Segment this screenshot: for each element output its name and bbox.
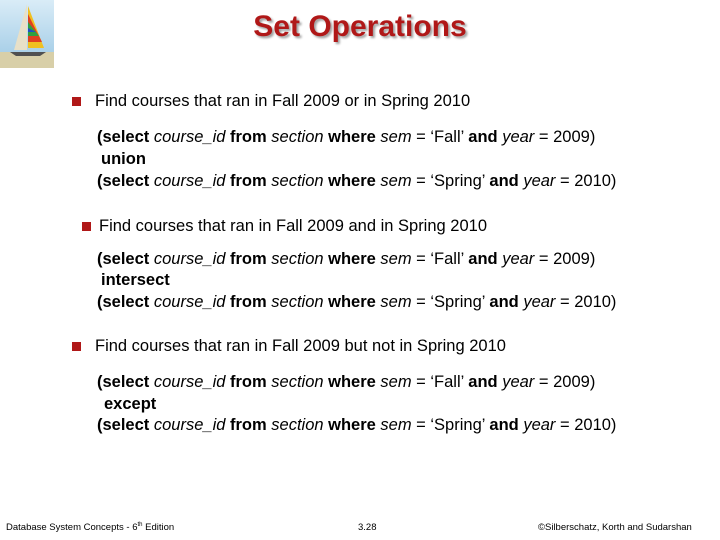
query-line: (select course_id from section where sem = ‘Spring’ and year = 2010) bbox=[97, 293, 617, 311]
bullet-item-except bbox=[72, 337, 506, 356]
set-operator: intersect bbox=[101, 271, 170, 289]
square-bullet-icon bbox=[72, 342, 81, 351]
footer-copyright: ©Silberschatz, Korth and Sudarshan bbox=[538, 522, 692, 533]
bullet-text: Find courses that ran in Fall 2009 or in Spring 2010 bbox=[95, 92, 471, 110]
set-operator: except bbox=[104, 395, 157, 413]
query-line: (select course_id from section where sem = ‘Fall’ and year = 2009) bbox=[97, 373, 596, 391]
square-bullet-icon bbox=[82, 222, 91, 231]
query-line: (select course_id from section where sem = ‘Spring’ and year = 2010) bbox=[97, 416, 617, 434]
footer-book-title: Database System Concepts - 6th Edition bbox=[6, 522, 175, 534]
footer-page-number: 3.28 bbox=[358, 522, 377, 533]
query-line: (select course_id from section where sem = ‘Spring’ and year = 2010) bbox=[97, 172, 617, 190]
bullet-item-intersect bbox=[82, 217, 487, 236]
bullet-item-union bbox=[72, 92, 470, 111]
query-line: (select course_id from section where sem = ‘Fall’ and year = 2009) bbox=[97, 250, 596, 268]
page-title: Set Operations bbox=[253, 10, 467, 43]
query-line: (select course_id from section where sem = ‘Fall’ and year = 2009) bbox=[97, 128, 596, 146]
set-operator: union bbox=[101, 150, 146, 168]
square-bullet-icon bbox=[72, 97, 81, 106]
bullet-text: Find courses that ran in Fall 2009 and in Spring 2010 bbox=[99, 217, 487, 235]
bullet-text: Find courses that ran in Fall 2009 but not in Spring 2010 bbox=[95, 337, 506, 355]
